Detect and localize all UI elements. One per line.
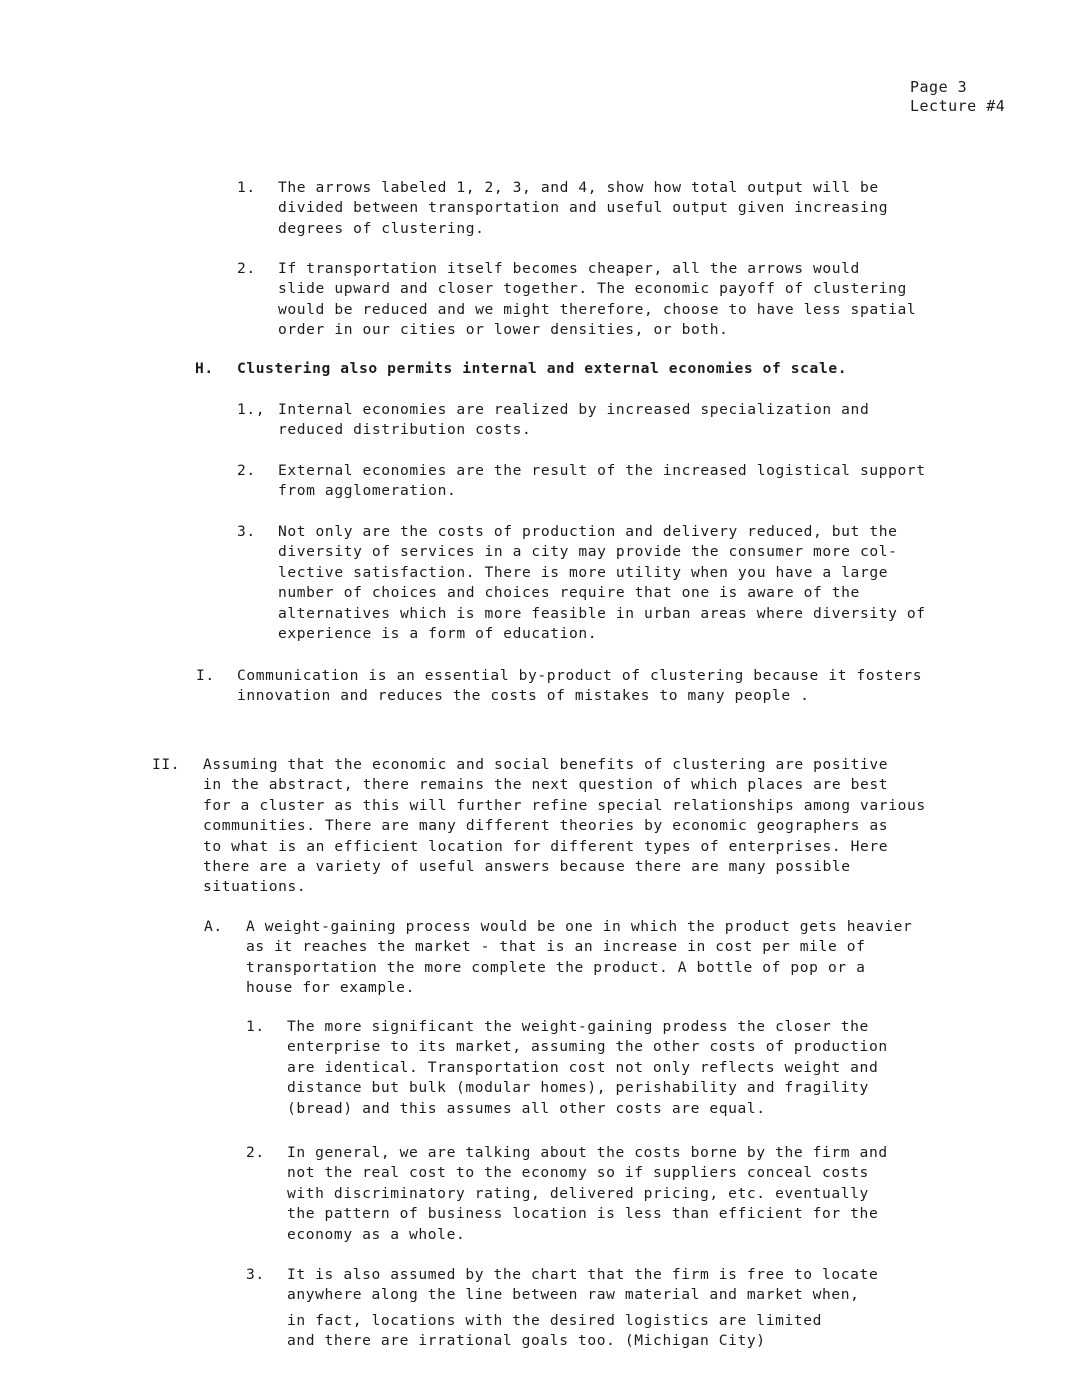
text-line: Internal economies are realized by increased specialization and: [278, 401, 870, 418]
item-text: [278, 522, 926, 644]
item-marker: 3.: [237, 523, 256, 540]
item-marker: 2.: [237, 462, 256, 479]
item-a3: [246, 1265, 878, 1352]
text-line: order in our cities or lower densities, or both.: [278, 321, 729, 339]
section-text: [237, 666, 922, 707]
section-h: [195, 359, 847, 379]
text-line: diversity of services in a city may provide the consumer more col-: [278, 543, 898, 561]
section-marker: I.: [196, 667, 215, 684]
item-marker: 2.: [246, 1144, 265, 1161]
text-line: degrees of clustering.: [278, 219, 485, 237]
item-g2: [237, 259, 916, 341]
text-line: with discriminatory rating, delivered pricing, etc. eventually: [287, 1184, 869, 1202]
page-number: Page 3: [910, 78, 968, 96]
text-line: situations.: [203, 878, 307, 896]
text-line: and there are irrational goals too. (Michigan City): [287, 1332, 766, 1350]
item-text: [278, 400, 869, 441]
subsection-a: [204, 917, 912, 999]
text-line: The arrows labeled 1, 2, 3, and 4, show how total output will be: [278, 179, 879, 196]
text-line: communities. There are many different theories by economic geographers as: [203, 817, 889, 835]
section-marker: H.: [195, 360, 214, 377]
text-line: there are a variety of useful answers because there are many possible: [203, 858, 851, 876]
text-line: Clustering also permits internal and external economies of scale.: [237, 360, 848, 377]
text-line: from agglomeration.: [278, 482, 457, 500]
text-line: would be reduced and we might therefore, choose to have less spatial: [278, 300, 917, 318]
text-line: number of choices and choices require that one is aware of the: [278, 584, 860, 602]
item-marker: 1.: [246, 1018, 265, 1035]
text-line: in the abstract, there remains the next question of which places are best: [203, 776, 889, 794]
section-ii: [152, 755, 926, 898]
text-line: divided between transportation and useful output given increasing: [278, 199, 889, 217]
item-h1: [237, 400, 869, 441]
text-line: the pattern of business location is less than efficient for the: [287, 1205, 879, 1223]
text-line: distance but bulk (modular homes), perishability and fragility: [287, 1079, 869, 1097]
text-line: transportation the more complete the product. A bottle of pop or a: [246, 958, 866, 976]
text-line: in fact, locations with the desired logistics are limited: [287, 1311, 823, 1329]
section-i: [196, 666, 922, 707]
item-a2: [246, 1143, 888, 1245]
text-line: for a cluster as this will further refine special relationships among various: [203, 796, 926, 814]
item-marker: 1.: [237, 179, 256, 196]
text-line: enterprise to its market, assuming the other costs of production: [287, 1038, 888, 1056]
text-line: anywhere along the line between raw material and market when,: [287, 1286, 860, 1304]
text-line: lective satisfaction. There is more utility when you have a large: [278, 563, 889, 581]
text-line: Communication is an essential by-product of clustering because it fosters: [237, 667, 923, 684]
item-text: [287, 1017, 888, 1119]
text-line: house for example.: [246, 979, 415, 997]
item-text: [278, 259, 916, 341]
text-line: (bread) and this assumes all other costs are equal.: [287, 1099, 766, 1117]
text-line: External economies are the result of the increased logistical support: [278, 462, 926, 479]
text-line: In general, we are talking about the costs borne by the firm and: [287, 1144, 888, 1161]
section-text: [203, 755, 926, 898]
text-line: innovation and reduces the costs of mistakes to many people .: [237, 687, 810, 705]
item-a1: [246, 1017, 888, 1119]
text-line: slide upward and closer together. The economic payoff of clustering: [278, 280, 907, 298]
item-text: [278, 461, 926, 502]
lecture-number: Lecture #4: [910, 97, 1006, 115]
text-line: not the real cost to the economy so if suppliers conceal costs: [287, 1164, 869, 1182]
text-line: economy as a whole.: [287, 1225, 466, 1243]
subsection-marker: A.: [204, 918, 223, 935]
text-line: to what is an efficient location for different types of enterprises. Here: [203, 837, 889, 855]
text-line: The more significant the weight-gaining prodess the closer the: [287, 1018, 869, 1035]
item-text: [287, 1143, 888, 1245]
item-marker: 3.: [246, 1266, 265, 1283]
text-line: reduced distribution costs.: [278, 421, 532, 439]
item-h2: [237, 461, 926, 502]
item-h3: [237, 522, 926, 644]
text-line: as it reaches the market - that is an increase in cost per mile of: [246, 938, 866, 956]
section-marker: II.: [152, 756, 181, 773]
text-line: A weight-gaining process would be one in which the product gets heavier: [246, 918, 913, 935]
text-line: If transportation itself becomes cheaper, all the arrows would: [278, 260, 860, 277]
item-text: [287, 1265, 878, 1352]
text-line: Assuming that the economic and social benefits of clustering are positive: [203, 756, 889, 773]
section-text: [237, 359, 847, 379]
text-line: experience is a form of education.: [278, 625, 598, 643]
page-header: [910, 78, 1005, 116]
item-marker: 1.,: [237, 401, 266, 418]
text-line: It is also assumed by the chart that the firm is free to locate: [287, 1266, 879, 1283]
item-g1: [237, 178, 888, 239]
item-text: [278, 178, 888, 239]
item-marker: 2.: [237, 260, 256, 277]
text-line: Not only are the costs of production and delivery reduced, but the: [278, 523, 898, 540]
subsection-text: [246, 917, 912, 999]
text-line: alternatives which is more feasible in urban areas where diversity of: [278, 604, 926, 622]
text-line: are identical. Transportation cost not only reflects weight and: [287, 1058, 879, 1076]
